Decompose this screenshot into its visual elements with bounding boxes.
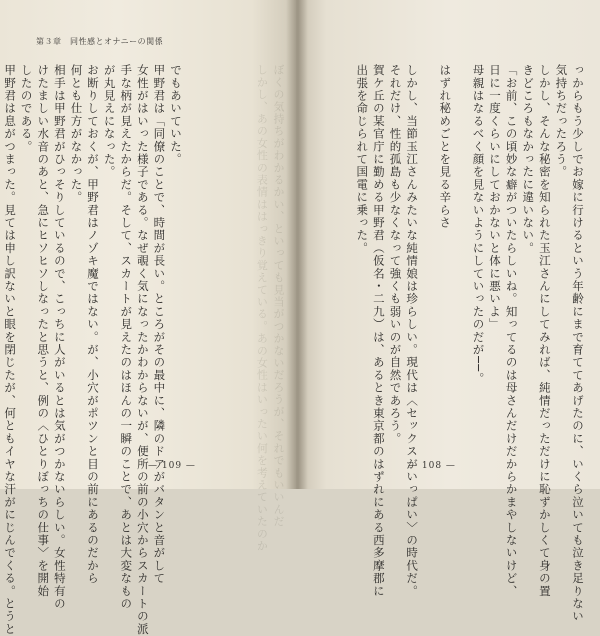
text-line: 女性がはいった様子である。なぜ覗く気になったかわからないが、便所の前の小穴からスカートの派 (135, 64, 150, 636)
right-page-number: — 108 — (408, 461, 456, 471)
text-line: 出張を命じられて国電に乗った。 (355, 64, 370, 255)
chapter-header: 第３章 同性感とオナニーの関係 (36, 37, 164, 46)
text-line: 母親はなるべく顔を見ないようにしていったのだが──。 (471, 64, 486, 386)
bleed-through-text: ぼくの気持ちがわかるかい、といっても見当がつかないだろうが、それでもいいんだ しかし、あの女性の表情ははっきり覚えている。あの女性はいったい何を考えていたのか (255, 64, 285, 552)
text-line: したのである。 (19, 64, 34, 153)
text-line: しかし、当節玉江さんみたいな純情娘は珍らしい。現代は〈セックスがいっぱい〉の時代だ。 (405, 64, 420, 598)
right-page (296, 0, 600, 623)
text-line: っからもう少しでお嫁に行けるという年齢にまで育ててあげたのに、いくら泣いても泣き足りない (571, 64, 585, 623)
text-line: 甲野君は息がつまった。見ては申し訳ないと眼を閉じたが、何ともイヤな汗がにじんでくる。とうと (3, 64, 18, 636)
left-page-number: — 109 — (148, 461, 196, 471)
text-line: はずれ秘めごとを見る辛らさ (438, 64, 453, 230)
text-line: それだけ、性的孤島も少なくなって強くも弱いのが自然であろう。 (388, 64, 403, 445)
text-line: 相手は甲野君がひっそりしているので、こっちに人がいるとは気がつかないらしい。女性特有の (52, 64, 67, 611)
text-line: けたましい水音のあと、急にヒソヒソしなったと思うと、例の〈ひとりぼっちの仕事〉を開始 (36, 64, 51, 598)
text-line: 日に一度くらいにしておかないと体に悪いよ」 (488, 64, 503, 331)
text-line: 何とも仕方がなかった。 (69, 64, 84, 204)
text-line (453, 64, 470, 444)
text-line: が丸見えになった。 (102, 64, 117, 179)
text-line: 気持ちだったろう。 (554, 64, 569, 179)
text-line: 手な柄が見えたからだ。そして、スカートが見えたのはほんの一瞬のことで、あとは大変なもの (119, 64, 134, 611)
text-line: 「お前、この頃妙な癖がついたらしいね。知ってるのは母さんだけだからかまやしないけど、 (504, 64, 519, 598)
text-line: お断りしておくが、甲野君はノゾキ魔ではない。が、小穴がポツンと目の前にあるのだから (86, 64, 101, 585)
text-line: きどころもなかったに違いない。 (521, 64, 536, 255)
left-page (0, 0, 296, 636)
text-line (420, 64, 437, 444)
text-line: でもあいていた。 (169, 64, 183, 166)
text-line: しかし、そんな秘密を知られた玉江さんにしてみれば、純情だっただけに恥ずかしくて身の置 (537, 64, 552, 598)
text-line: 甲野君は「同僚のことで、時間が長い。ところがその最中に、隣のドアがバタンと音がして (152, 64, 167, 585)
text-line: 賀ケ丘の某官庁に勤める甲野君（仮名・二九）は、あるとき東京都のはずれにある西多摩郡に (371, 64, 386, 598)
